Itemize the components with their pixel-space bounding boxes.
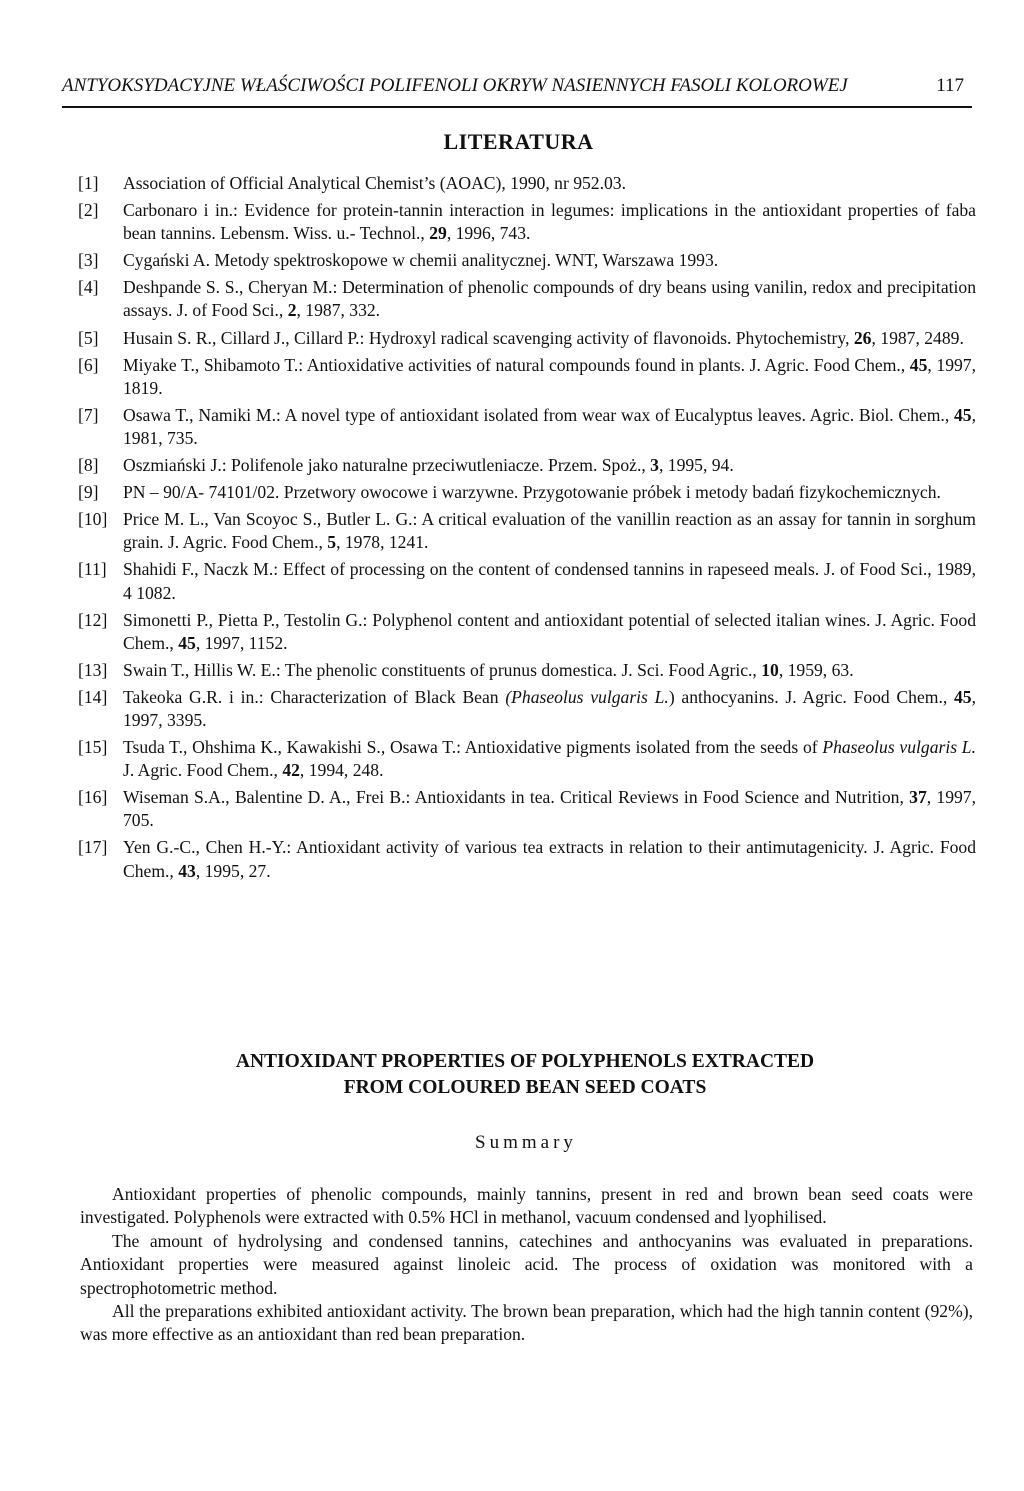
summary-paragraph: The amount of hydrolysing and condensed tannins, catechines and anthocyanins was evaluated in preparations. Antioxidant properties were measured against linoleic acid. The process of oxidation was monitored with a spectrophotometric method.: [80, 1230, 973, 1298]
reference-segment: , 1995, 27.: [195, 860, 271, 881]
running-title: ANTYOKSYDACYJNE WŁAŚCIWOŚCI POLIFENOLI OKRYW NASIENNYCH FASOLI KOLOROWEJ: [62, 75, 848, 96]
reference-number: [8]: [78, 455, 99, 476]
reference-volume: 10: [761, 659, 779, 680]
english-title: [0, 1049, 1024, 1101]
reference-item: [78, 199, 976, 245]
reference-segment: Simonetti P., Pietta P., Testolin G.: Polyphenol content and antioxidant potential of selected italian wines. J. Agric. Food Chem.,: [123, 609, 976, 653]
reference-segment: , 1997, 1152.: [195, 632, 288, 653]
reference-text: [123, 736, 976, 782]
summary-paragraph: Antioxidant properties of phenolic compounds, mainly tannins, present in red and brown bean seed coats were investigated. Polyphenols were extracted with 0.5% HCl in methanol, vacuum condensed and lyophilised.: [80, 1184, 973, 1228]
running-header: [62, 74, 964, 98]
reference-number: [10]: [78, 509, 108, 530]
reference-volume: 42: [282, 760, 300, 781]
reference-segment: , 1996, 743.: [446, 223, 531, 244]
reference-segment: Wiseman S.A., Balentine D. A., Frei B.: Antioxidants in tea. Critical Reviews in Food Science and Nutrition,: [123, 787, 910, 808]
reference-segment: , 1997, 1819.: [123, 354, 976, 398]
literature-heading: LITERATURA: [443, 129, 594, 154]
reference-segment: , 1959, 63.: [778, 659, 854, 680]
reference-segment: J. Agric. Food Chem.,: [123, 760, 283, 781]
reference-item: [78, 404, 976, 450]
reference-number: [5]: [78, 327, 99, 348]
reference-segment: Swain T., Hillis W. E.: The phenolic constituents of prunus domestica. J. Sci. Food Agric.,: [123, 659, 762, 680]
reference-item: [78, 686, 976, 732]
reference-segment: , 1987, 2489.: [871, 327, 964, 348]
reference-segment: PN – 90/A- 74101/02. Przetwory owocowe i warzywne. Przygotowanie próbek i metody badań fizykochemicznych.: [123, 482, 941, 503]
reference-segment: , 1997, 3395.: [123, 686, 976, 730]
page-number: 117: [936, 75, 964, 96]
reference-item: [78, 786, 976, 832]
reference-text: [123, 327, 976, 350]
reference-segment: Tsuda T., Ohshima K., Kawakishi S., Osawa T.: Antioxidative pigments isolated from the seeds of: [123, 737, 823, 758]
summary-body: [80, 1183, 973, 1347]
reference-number: [6]: [78, 354, 99, 375]
reference-number: [17]: [78, 837, 108, 858]
reference-segment: ) anthocyanins. J. Agric. Food Chem.,: [668, 686, 954, 707]
reference-text: [123, 276, 976, 322]
reference-item: [78, 276, 976, 322]
reference-number: [7]: [78, 404, 99, 425]
reference-text: [123, 172, 976, 195]
reference-number: [9]: [78, 482, 99, 503]
reference-italic: Phaseolus vulgaris L.: [822, 737, 976, 758]
reference-number: [3]: [78, 250, 99, 271]
reference-number: [4]: [78, 277, 99, 298]
reference-volume: 45: [954, 686, 972, 707]
reference-volume: 45: [909, 354, 928, 375]
reference-segment: Shahidi F., Naczk M.: Effect of processing on the content of condensed tannins in rapeseed meals. J. of Food Sci., 1989, 4 1082.: [123, 559, 976, 603]
reference-item: [78, 836, 976, 882]
reference-text: [123, 404, 976, 450]
reference-text: [123, 609, 976, 655]
reference-item: [78, 736, 976, 782]
reference-segment: Yen G.-C., Chen H.-Y.: Antioxidant activity of various tea extracts in relation to their antimutagenicity. J. Agric. Food Chem.,: [123, 837, 976, 881]
reference-text: [123, 836, 976, 882]
summary-heading: Summary: [475, 1132, 577, 1153]
reference-segment: Husain S. R., Cillard J., Cillard P.: Hydroxyl radical scavenging activity of flavonoids. Phytochemistry,: [123, 327, 854, 348]
reference-text: [123, 354, 976, 400]
english-title-line-2: FROM COLOURED BEAN SEED COATS: [343, 1077, 707, 1098]
reference-segment: Miyake T., Shibamoto T.: Antioxidative activities of natural compounds found in plants. J. Agric. Food Chem.,: [123, 354, 910, 375]
reference-text: [123, 508, 976, 554]
reference-number: [12]: [78, 609, 108, 630]
reference-text: [123, 454, 976, 477]
reference-text: [123, 199, 976, 245]
reference-text: [123, 481, 976, 504]
reference-volume: 5: [327, 532, 337, 553]
reference-volume: 3: [650, 455, 659, 476]
english-title-line-1: ANTIOXIDANT PROPERTIES OF POLYPHENOLS EXTRACTED: [235, 1051, 815, 1072]
reference-segment: , 1978, 1241.: [336, 532, 429, 553]
reference-segment: Deshpande S. S., Cheryan M.: Determination of phenolic compounds of dry beans using vanilin, redox and precipitation assays. J. of Food Sci.,: [123, 277, 976, 321]
reference-segment: , 1995, 94.: [658, 455, 734, 476]
reference-segment: , 1994, 248.: [299, 760, 384, 781]
reference-segment: Osawa T., Namiki M.: A novel type of antioxidant isolated from wear wax of Eucalyptus leaves. Agric. Biol. Chem.,: [123, 404, 954, 425]
reference-text: [123, 686, 976, 732]
reference-text: [123, 786, 976, 832]
reference-item: [78, 508, 976, 554]
reference-item: [78, 481, 976, 504]
reference-volume: 26: [853, 327, 872, 348]
reference-text: [123, 249, 976, 272]
reference-number: [2]: [78, 200, 99, 221]
reference-segment: Carbonaro i in.: Evidence for protein-tannin interaction in legumes: implications in the antioxidant properties of faba bean tannins. Lebensm. Wiss. u.- Technol.,: [123, 200, 976, 244]
reference-italic: (Phaseolus vulgaris L.: [505, 686, 669, 707]
reference-segment: Price M. L., Van Scoyoc S., Butler L. G.: A critical evaluation of the vanillin reaction as an assay for tannin in sorghum grain. J. Agric. Food Chem.,: [123, 509, 976, 553]
reference-volume: 45: [954, 404, 972, 425]
reference-number: [16]: [78, 787, 108, 808]
reference-number: [13]: [78, 659, 108, 680]
reference-number: [1]: [78, 173, 99, 193]
reference-volume: 45: [178, 632, 196, 653]
reference-list: [78, 172, 976, 887]
reference-text: [123, 558, 976, 604]
reference-segment: Takeoka G.R. i in.: Characterization of Black Bean: [123, 686, 506, 707]
reference-segment: , 1997, 705.: [123, 787, 977, 831]
reference-item: [78, 249, 976, 272]
reference-segment: Oszmiański J.: Polifenole jako naturalne przeciwutleniacze. Przem. Spoż.,: [123, 455, 651, 476]
reference-text: [123, 659, 976, 682]
summary-paragraph: All the preparations exhibited antioxidant activity. The brown bean preparation, which had the high tannin content (92%), was more effective as an antioxidant than red bean preparation.: [80, 1301, 973, 1345]
reference-item: [78, 659, 976, 682]
reference-item: [78, 454, 976, 477]
reference-item: [78, 354, 976, 400]
reference-volume: 29: [429, 223, 447, 244]
reference-number: [11]: [78, 559, 107, 580]
reference-number: [14]: [78, 686, 108, 707]
reference-item: [78, 172, 976, 195]
reference-segment: , 1987, 332.: [296, 300, 381, 321]
reference-volume: 43: [178, 860, 196, 881]
reference-item: [78, 558, 976, 604]
reference-number: [15]: [78, 737, 108, 758]
reference-item: [78, 327, 976, 350]
reference-segment: Cygański A. Metody spektroskopowe w chemii analitycznej. WNT, Warszawa 1993.: [123, 250, 719, 271]
header-rule: [62, 106, 972, 108]
reference-segment: Association of Official Analytical Chemist’s (AOAC), 1990, nr 952.03.: [123, 173, 626, 193]
reference-segment: , 1981, 735.: [123, 404, 976, 448]
reference-volume: 2: [287, 300, 297, 321]
reference-item: [78, 609, 976, 655]
reference-volume: 37: [909, 787, 927, 808]
